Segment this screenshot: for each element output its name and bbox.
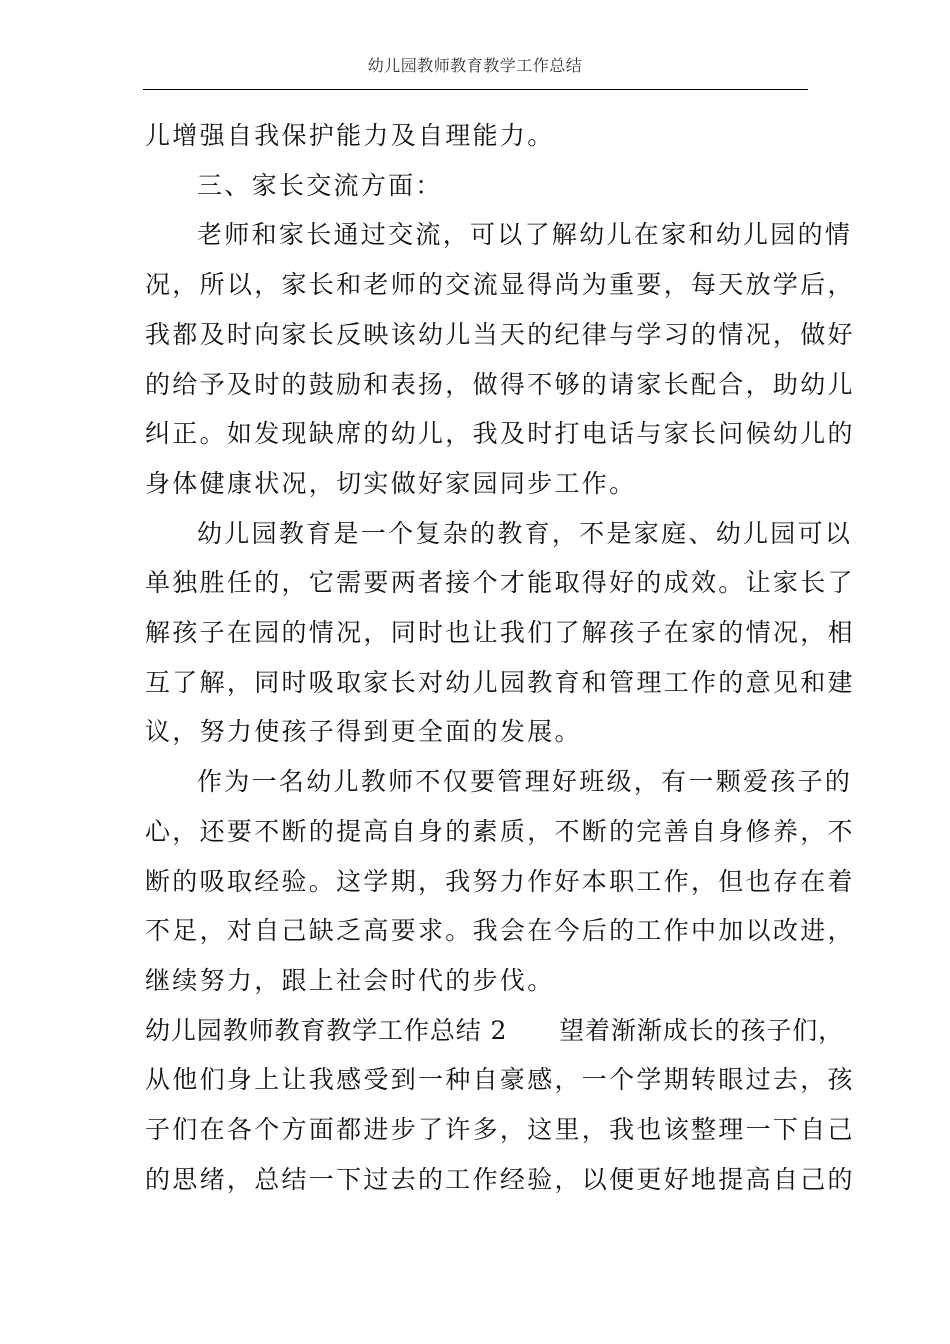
text-line: 断的吸取经验。这学期，我努力作好本职工作，但也存在着 — [145, 867, 855, 896]
text-line: 身体健康状况，切实做好家园同步工作。 — [145, 469, 637, 498]
text-line: 老师和家长通过交流，可以了解幼儿在家和幼儿园的情 — [197, 220, 853, 249]
text-line: 子们在各个方面都进步了许多，这里，我也该整理一下自己 — [145, 1115, 855, 1144]
text-line: 的思绪，总结一下过去的工作经验，以便更好地提高自己的 — [145, 1165, 855, 1194]
text-line: 幼儿园教师教育教学工作总结 2 望着渐渐成长的孩子们， — [145, 1016, 845, 1045]
text-line: 况，所以，家长和老师的交流显得尚为重要，每天放学后， — [145, 270, 855, 299]
text-line: 纠正。如发现缺席的幼儿，我及时打电话与家长问候幼儿的 — [145, 419, 855, 448]
text-line: 我都及时向家长反映该幼儿当天的纪律与学习的情况，做好 — [145, 320, 855, 349]
text-line: 单独胜任的，它需要两者接个才能取得好的成效。让家长了 — [145, 568, 855, 597]
text-line: 作为一名幼儿教师不仅要管理好班级，有一颗爱孩子的 — [197, 767, 853, 796]
text-line: 儿增强自我保护能力及自理能力。 — [145, 121, 555, 150]
text-line: 从他们身上让我感受到一种自豪感，一个学期转眼过去，孩 — [145, 1065, 855, 1094]
text-line: 的给予及时的鼓励和表扬，做得不够的请家长配合，助幼儿 — [145, 370, 855, 399]
text-line: 解孩子在园的情况，同时也让我们了解孩子在家的情况，相 — [145, 618, 855, 647]
running-header: 幼儿园教师教育教学工作总结 — [367, 56, 583, 75]
text-line: 继续努力，跟上社会时代的步伐。 — [145, 966, 555, 995]
text-line: 议，努力使孩子得到更全面的发展。 — [145, 717, 582, 746]
text-line: 心，还要不断的提高自身的素质，不断的完善自身修养，不 — [145, 817, 855, 846]
text-line: 互了解，同时吸取家长对幼儿园教育和管理工作的意见和建 — [145, 668, 855, 697]
text-line: 幼儿园教育是一个复杂的教育，不是家庭、幼儿园可以 — [197, 519, 853, 548]
text-line: 三、家长交流方面： — [197, 171, 443, 200]
text-line: 不足，对自己缺乏高要求。我会在今后的工作中加以改进， — [145, 916, 855, 945]
